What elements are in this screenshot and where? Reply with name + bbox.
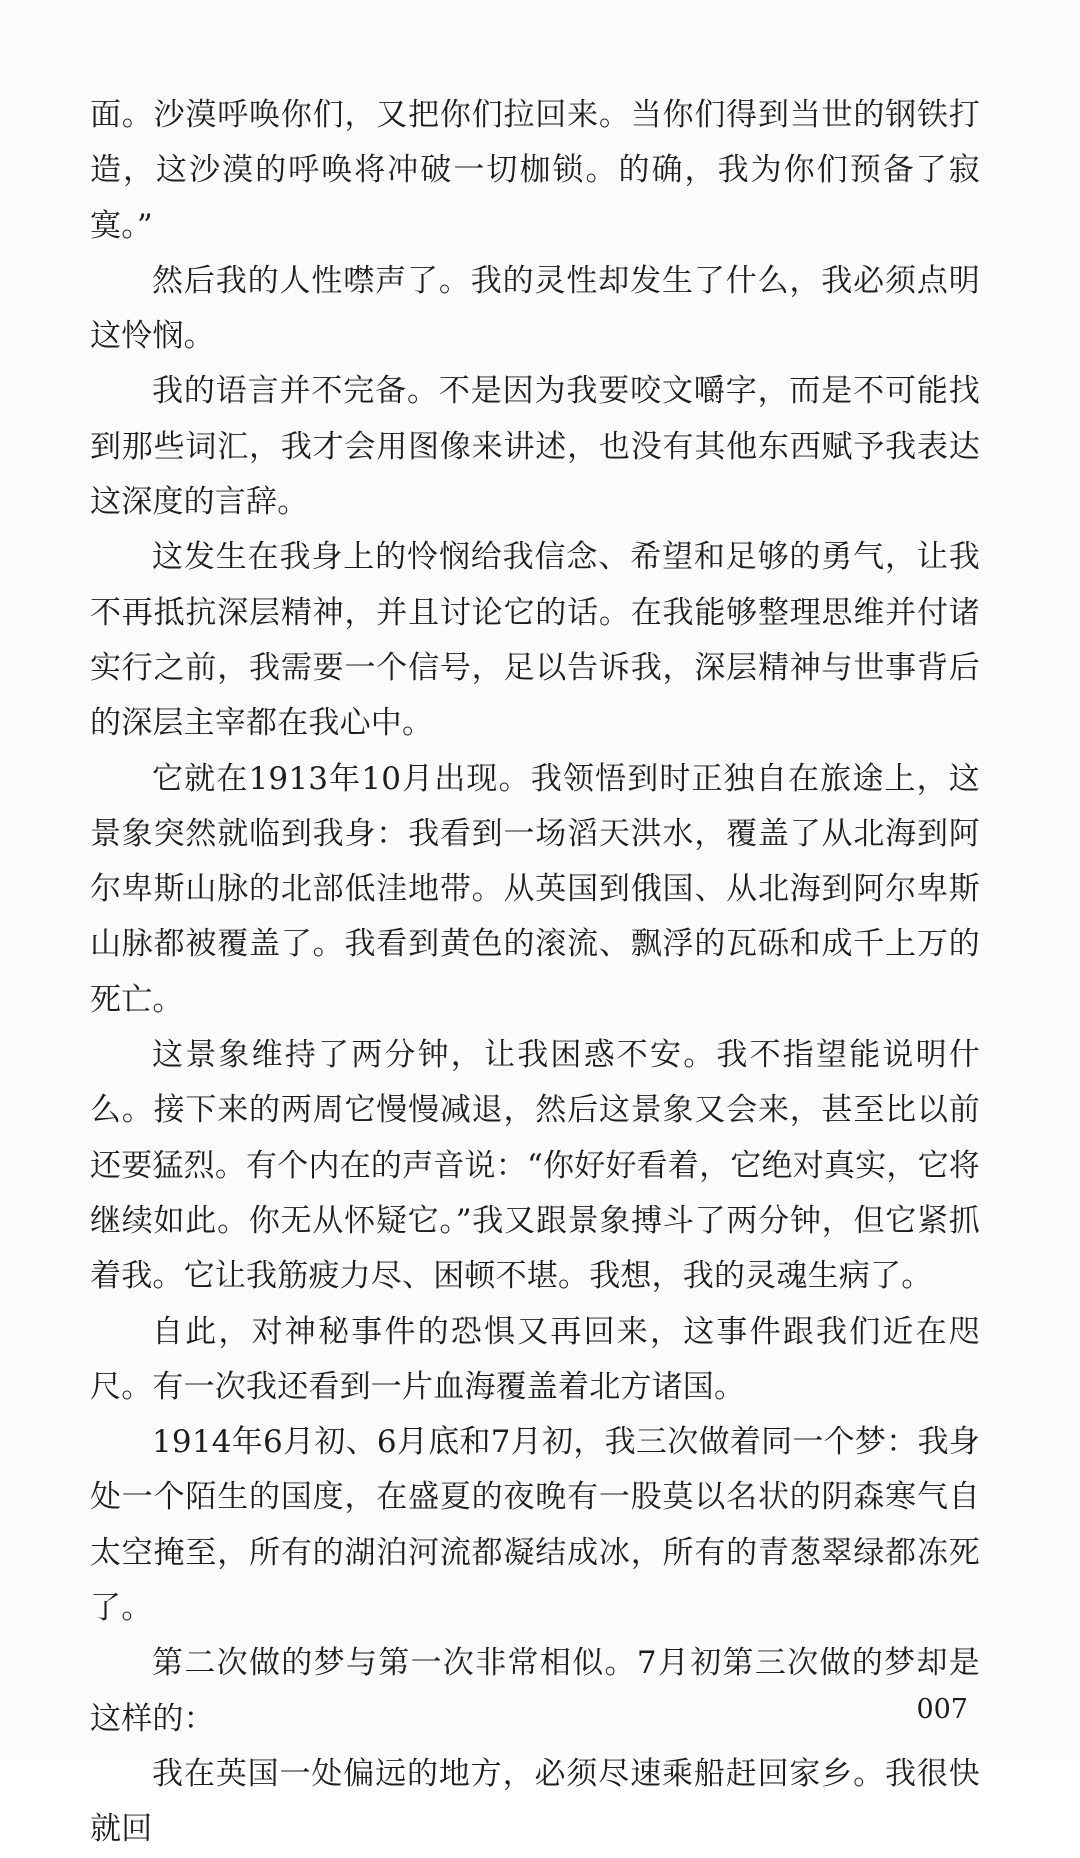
- page-number: 007: [916, 1694, 968, 1725]
- paragraph: 我在英国一处偏远的地方，必须尽速乘船赶回家乡。我很快就回: [90, 1755, 980, 1848]
- paragraph: 然后我的人性噤声了。我的灵性却发生了什么，我必须点明这怜悯。: [90, 262, 980, 355]
- paragraph: 第二次做的梦与第一次非常相似。7月初第三次做的梦却是这样的：: [90, 1645, 980, 1737]
- paragraph: 它就在1913年10月出现。我领悟到时正独自在旅途上，这景象突然就临到我身：我看到一场滔天洪水，覆盖了从北海到阿尔卑斯山脉的北部低洼地带。从英国到俄国、从北海到阿尔卑斯山脉都被覆盖了。我看到黄色的滚流、飘浮的瓦砾和成千上万的死亡。: [90, 760, 980, 1018]
- paragraph: 这景象维持了两分钟，让我困惑不安。我不指望能说明什么。接下来的两周它慢慢减退，然后这景象又会来，甚至比以前还要猛烈。有个内在的声音说：“你好好看着，它绝对真实，它将继续如此。你无从怀疑它。”我又跟景象搏斗了两分钟，但它紧抓着我。它让我筋疲力尽、困顿不堪。我想，我的灵魂生病了。: [90, 1037, 980, 1295]
- paragraph: 这发生在我身上的怜悯给我信念、希望和足够的勇气，让我不再抵抗深层精神，并且讨论它的话。在我能够整理思维并付诸实行之前，我需要一个信号，足以告诉我，深层精神与世事背后的深层主宰都在我心中。: [90, 539, 980, 742]
- paragraph: 自此，对神秘事件的恐惧又再回来，这事件跟我们近在咫尺。有一次我还看到一片血海覆盖着北方诸国。: [90, 1313, 980, 1405]
- paragraph: 1914年6月初、6月底和7月初，我三次做着同一个梦：我身处一个陌生的国度，在盛夏的夜晚有一股莫以名状的阴森寒气自太空掩至，所有的湖泊河流都凝结成冰，所有的青葱翠绿都冻死了。: [90, 1424, 980, 1627]
- paragraph: 我的语言并不完备。不是因为我要咬文嚼字，而是不可能找到那些词汇，我才会用图像来讲述，也没有其他东西赋予我表达这深度的言辞。: [90, 373, 980, 521]
- body-text: [90, 88, 980, 1858]
- paragraph: 面。沙漠呼唤你们，又把你们拉回来。当你们得到当世的钢铁打造，这沙漠的呼唤将冲破一切枷锁。的确，我为你们预备了寂寞。”: [90, 97, 980, 244]
